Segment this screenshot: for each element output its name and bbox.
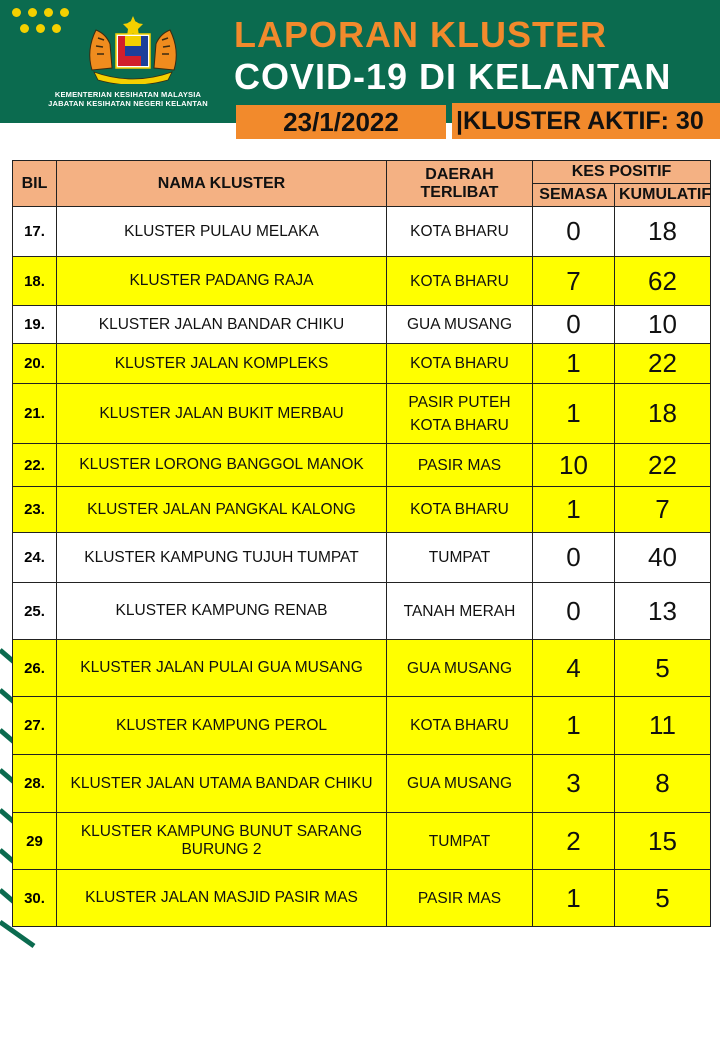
row-nama-kluster [57, 813, 387, 870]
row-bil: 28. [13, 755, 57, 813]
row-semasa: 1 [533, 697, 615, 755]
row-daerah-line-1: PASIR MAS [417, 889, 502, 907]
row-daerah-line-2: KOTA BHARU [410, 416, 509, 434]
table-row [13, 384, 711, 444]
report-date: 23/1/2022 [236, 105, 446, 139]
row-kumulatif: 62 [615, 257, 711, 306]
row-daerah-line-1: TUMPAT [428, 549, 491, 566]
row-daerah [387, 533, 533, 583]
ministry-name [38, 90, 218, 108]
row-nama-kluster [57, 533, 387, 583]
row-bil: 25. [13, 583, 57, 640]
row-daerah-line-1: KOTA BHARU [410, 272, 509, 290]
row-daerah [387, 813, 533, 870]
row-daerah-line-1: PASIR MAS [417, 456, 502, 474]
row-daerah-line-1: KOTA BHARU [410, 223, 509, 240]
row-semasa: 2 [533, 813, 615, 870]
row-nama-line-1: KLUSTER KAMPUNG TUJUH TUMPAT [84, 548, 359, 566]
header-semasa: SEMASA [533, 184, 615, 207]
row-semasa: 1 [533, 344, 615, 384]
row-nama-kluster [57, 257, 387, 306]
row-daerah-line-1: KOTA BHARU [410, 717, 509, 734]
row-daerah-line-1: TANAH MERAH [403, 602, 516, 620]
row-bil: 30. [13, 870, 57, 927]
row-kumulatif: 11 [615, 697, 711, 755]
row-bil: 24. [13, 533, 57, 583]
row-kumulatif: 18 [615, 384, 711, 444]
row-bil: 22. [13, 444, 57, 487]
row-daerah [387, 207, 533, 257]
table-row [13, 533, 711, 583]
header-daerah-line-2: TERLIBAT [420, 183, 499, 201]
row-semasa: 3 [533, 755, 615, 813]
row-bil: 21. [13, 384, 57, 444]
row-bil: 17. [13, 207, 57, 257]
cluster-table [12, 160, 711, 927]
row-nama-kluster [57, 870, 387, 927]
row-daerah [387, 487, 533, 533]
table-row [13, 444, 711, 487]
table-row [13, 697, 711, 755]
header-kes-positif: KES POSITIF [533, 161, 711, 184]
header-daerah-terlibat [387, 161, 533, 207]
table-row [13, 487, 711, 533]
header-daerah-line-1: DAERAH [425, 165, 494, 183]
row-nama-kluster [57, 207, 387, 257]
row-bil: 29 [13, 813, 57, 870]
row-nama-kluster [57, 444, 387, 487]
active-cluster-count: |KLUSTER AKTIF: 30 [452, 103, 720, 139]
row-nama-kluster [57, 306, 387, 344]
row-nama-line-1: KLUSTER JALAN UTAMA BANDAR CHIKU [70, 774, 373, 792]
row-semasa: 0 [533, 306, 615, 344]
row-bil: 26. [13, 640, 57, 697]
row-nama-line-1: KLUSTER LORONG BANGGOL MANOK [79, 456, 364, 473]
row-daerah [387, 583, 533, 640]
row-nama-line-1: KLUSTER PADANG RAJA [129, 272, 314, 289]
row-bil: 23. [13, 487, 57, 533]
row-daerah [387, 384, 533, 444]
row-nama-line-1: KLUSTER JALAN PANGKAL KALONG [87, 500, 356, 518]
table-row [13, 813, 711, 870]
cluster-table-body [13, 207, 711, 927]
row-nama-line-2: BURUNG 2 [181, 841, 262, 858]
row-daerah [387, 257, 533, 306]
row-bil: 19. [13, 306, 57, 344]
header-kumulatif: KUMULATIF [615, 184, 711, 207]
row-daerah-line-1: KOTA BHARU [410, 355, 509, 372]
row-semasa: 10 [533, 444, 615, 487]
row-daerah [387, 640, 533, 697]
table-row [13, 306, 711, 344]
row-nama-line-1: KLUSTER JALAN BUKIT MERBAU [99, 404, 344, 422]
row-semasa: 1 [533, 487, 615, 533]
row-semasa: 1 [533, 384, 615, 444]
row-semasa: 1 [533, 870, 615, 927]
ministry-line-2: JABATAN KESIHATAN NEGERI KELANTAN [48, 99, 208, 108]
table-row [13, 755, 711, 813]
table-row [13, 583, 711, 640]
row-nama-line-1: KLUSTER KAMPUNG RENAB [115, 602, 328, 619]
table-row [13, 257, 711, 306]
row-daerah-line-1: GUA MUSANG [406, 659, 513, 677]
row-kumulatif: 10 [615, 306, 711, 344]
row-daerah-line-1: TUMPAT [428, 832, 491, 850]
table-row [13, 207, 711, 257]
row-kumulatif: 13 [615, 583, 711, 640]
row-daerah [387, 306, 533, 344]
row-nama-line-1: KLUSTER JALAN PULAI GUA MUSANG [80, 659, 363, 676]
row-kumulatif: 15 [615, 813, 711, 870]
page-subtitle: COVID-19 DI KELANTAN [234, 56, 672, 97]
row-nama-line-1: KLUSTER JALAN KOMPLEKS [114, 354, 329, 372]
row-daerah-line-1: KOTA BHARU [410, 501, 509, 518]
row-nama-line-1: KLUSTER JALAN BANDAR CHIKU [98, 315, 345, 333]
row-nama-kluster [57, 344, 387, 384]
row-nama-line-1: KLUSTER KAMPUNG BUNUT SARANG [80, 823, 363, 840]
row-daerah-line-1: GUA MUSANG [406, 316, 513, 333]
row-daerah [387, 444, 533, 487]
row-nama-kluster [57, 755, 387, 813]
row-nama-line-1: KLUSTER PULAU MELAKA [124, 222, 319, 240]
header-nama-kluster: NAMA KLUSTER [57, 161, 387, 207]
row-daerah [387, 755, 533, 813]
table-row [13, 640, 711, 697]
row-daerah [387, 697, 533, 755]
row-kumulatif: 7 [615, 487, 711, 533]
row-bil: 20. [13, 344, 57, 384]
row-kumulatif: 18 [615, 207, 711, 257]
row-kumulatif: 5 [615, 640, 711, 697]
row-semasa: 0 [533, 207, 615, 257]
row-daerah-line-1: PASIR PUTEH [408, 393, 511, 411]
row-bil: 18. [13, 257, 57, 306]
row-nama-kluster [57, 640, 387, 697]
row-bil: 27. [13, 697, 57, 755]
table-row [13, 344, 711, 384]
row-semasa: 4 [533, 640, 615, 697]
row-semasa: 7 [533, 257, 615, 306]
row-semasa: 0 [533, 533, 615, 583]
header-bil: BIL [13, 161, 57, 207]
row-nama-kluster [57, 583, 387, 640]
row-kumulatif: 22 [615, 444, 711, 487]
row-daerah-line-1: GUA MUSANG [406, 775, 513, 792]
row-nama-kluster [57, 487, 387, 533]
row-kumulatif: 22 [615, 344, 711, 384]
row-nama-line-1: KLUSTER JALAN MASJID PASIR MAS [85, 889, 358, 906]
row-kumulatif: 8 [615, 755, 711, 813]
row-daerah [387, 870, 533, 927]
row-nama-kluster [57, 697, 387, 755]
table-row [13, 870, 711, 927]
row-nama-kluster [57, 384, 387, 444]
row-kumulatif: 40 [615, 533, 711, 583]
page-title: LAPORAN KLUSTER [234, 14, 607, 55]
row-semasa: 0 [533, 583, 615, 640]
ministry-line-1: KEMENTERIAN KESIHATAN MALAYSIA [54, 90, 202, 99]
row-nama-line-1: KLUSTER KAMPUNG PEROL [115, 716, 328, 734]
malaysia-coat-of-arms-icon [78, 12, 188, 84]
row-kumulatif: 5 [615, 870, 711, 927]
row-daerah [387, 344, 533, 384]
